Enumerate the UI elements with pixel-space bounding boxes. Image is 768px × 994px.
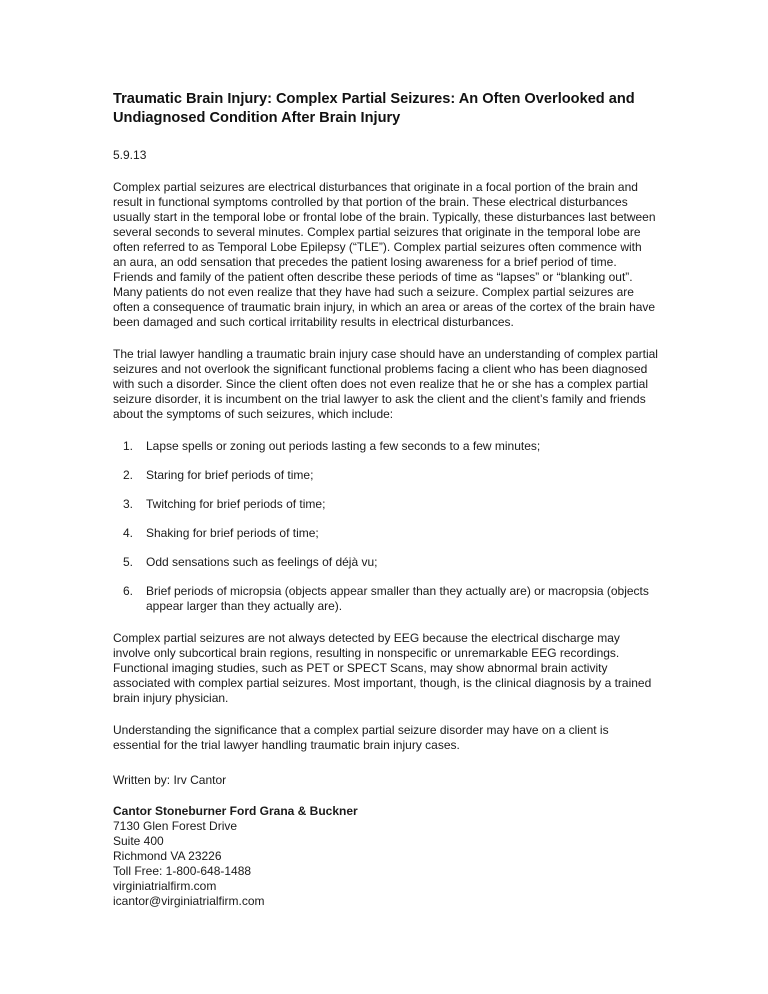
list-item — [113, 555, 658, 570]
firm-email: icantor@virginiatrialfirm.com — [113, 894, 265, 908]
list-text: Odd sensations such as feelings of déjà vu; — [146, 555, 378, 569]
firm-name: Cantor Stoneburner Ford Grana & Buckner — [113, 804, 358, 818]
list-number: 4. — [123, 526, 134, 540]
firm-address-city: Richmond VA 23226 — [113, 849, 222, 863]
list-text: Brief periods of micropsia (objects appear smaller than they actually are) or macropsia (objects appear larger than they actually are). — [146, 584, 649, 613]
list-text: Staring for brief periods of time; — [146, 468, 314, 482]
list-number: 1. — [123, 439, 134, 453]
list-item — [113, 526, 658, 541]
list-text: Lapse spells or zoning out periods lasting a few seconds to a few minutes; — [146, 439, 541, 453]
firm-address-suite: Suite 400 — [113, 834, 164, 848]
list-number: 5. — [123, 555, 134, 569]
list-number: 6. — [123, 584, 134, 598]
list-item — [113, 468, 658, 483]
firm-website: virginiatrialfirm.com — [113, 879, 217, 893]
paragraph-intro: Complex partial seizures are electrical disturbances that originate in a focal portion of the brain and result in functional symptoms controlled by that portion of the brain. These electrical disturbances usually start in the temporal lobe or frontal lobe of the brain. Typically, these disturbances last between several seconds to several minutes. Complex partial seizures that originate in the temporal lobe are often referred to as Temporal Lobe Epilepsy (“TLE”). Complex partial seizures often commence with an aura, an odd sensation that precedes the patient losing awareness for a brief period of time. Friends and family of the patient often describe these periods of time as “lapses” or “blanking out”. Many patients do not even realize that they have had such a seizure. Complex partial seizures are often a consequence of traumatic brain injury, in which an area or areas of the cortex of the brain have been damaged and such cortical irritability results in electrical disturbances. — [113, 180, 656, 329]
article-date: 5.9.13 — [113, 148, 147, 162]
symptom-list — [113, 439, 658, 614]
list-text: Twitching for brief periods of time; — [146, 497, 326, 511]
paragraph-trial-lawyer: The trial lawyer handling a traumatic brain injury case should have an understanding of complex partial seizures and not overlook the significant functional problems facing a client who has been diagnosed with such a disorder. Since the client often does not even realize that he or she has a complex partial seizure disorder, it is incumbent on the trial lawyer to ask the client and the client’s family and friends about the symptoms of such seizures, which include: — [113, 347, 658, 421]
paragraph-significance: Understanding the significance that a complex partial seizure disorder may have on a client is essential for the trial lawyer handling traumatic brain injury cases. — [113, 723, 609, 752]
article-title: Traumatic Brain Injury: Complex Partial Seizures: An Often Overlooked and Undiagnosed Condition After Brain Injury — [113, 91, 635, 126]
firm-phone: Toll Free: 1-800-648-1488 — [113, 864, 252, 878]
list-number: 3. — [123, 497, 134, 511]
list-item — [113, 439, 658, 454]
paragraph-eeg: Complex partial seizures are not always detected by EEG because the electrical discharge may involve only subcortical brain regions, resulting in nonspecific or unremarkable EEG recordings. Functional imaging studies, such as PET or SPECT Scans, may show abnormal brain activity associated with complex partial seizures. Most important, though, is the clinical diagnosis by a trained brain injury physician. — [113, 631, 652, 705]
list-item — [113, 497, 658, 512]
list-text: Shaking for brief periods of time; — [146, 526, 319, 540]
firm-address-street: 7130 Glen Forest Drive — [113, 819, 238, 833]
list-item — [113, 584, 658, 614]
firm-contact-block — [113, 804, 658, 909]
author-line: Written by: Irv Cantor — [113, 773, 227, 787]
list-number: 2. — [123, 468, 134, 482]
document-page — [113, 90, 658, 909]
